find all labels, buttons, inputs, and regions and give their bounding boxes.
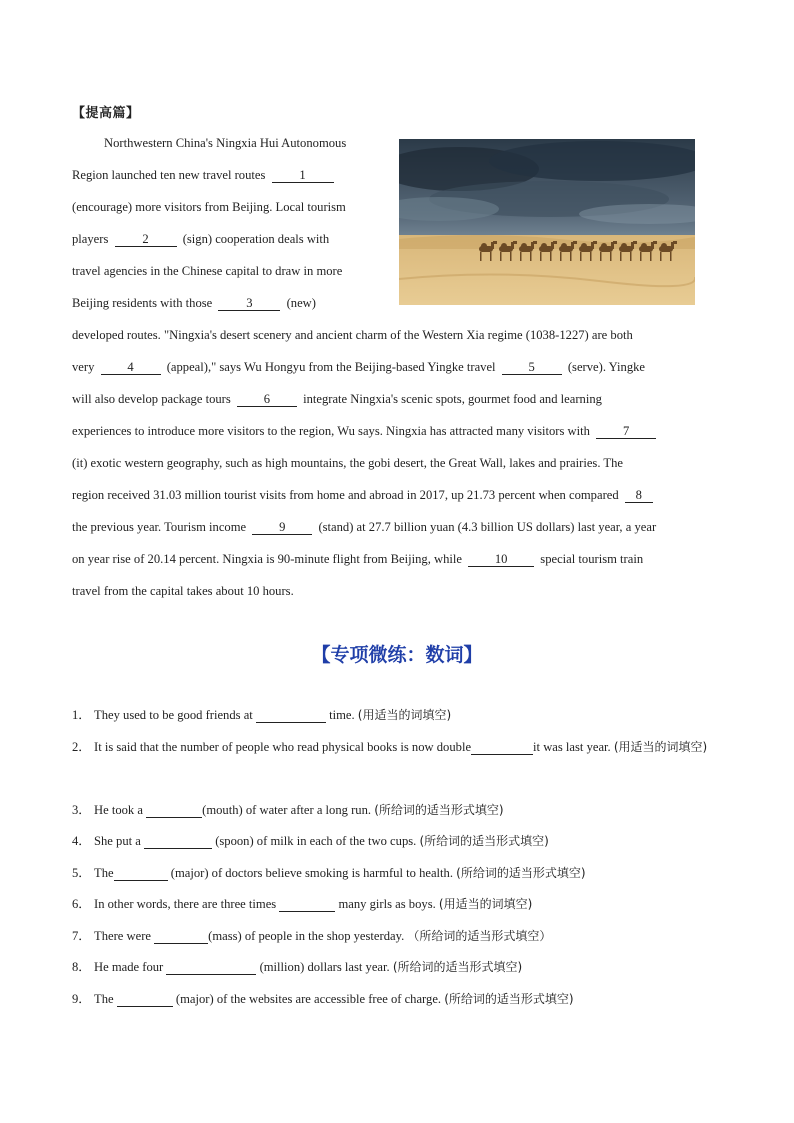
answer-blank[interactable] (114, 866, 168, 881)
blank-2[interactable]: 2 (115, 232, 177, 247)
passage-line: developed routes. "Ningxia's desert scenery and ancient charm of the Western Xia regime (1038-1227) are both (72, 328, 633, 342)
desert-camels-image (399, 139, 695, 305)
blank-10[interactable]: 10 (468, 552, 534, 567)
blank-3[interactable]: 3 (218, 296, 280, 311)
exercise-item: 8． He made four (million) dollars last year. (所给词的适当形式填空) (72, 960, 523, 974)
answer-blank[interactable] (144, 834, 212, 849)
exercise-item: 6． In other words, there are three times many girls as boys. (用适当的词填空) (72, 897, 533, 911)
passage-line: Beijing residents with those 3 (new) (72, 296, 316, 310)
answer-blank[interactable] (117, 992, 173, 1007)
passage-line: will also develop package tours 6 integrate Ningxia's scenic spots, gourmet food and learning (72, 392, 602, 406)
exercise-item: 1． They used to be good friends at time. (用适当的词填空) (72, 708, 452, 722)
answer-blank[interactable] (146, 803, 202, 818)
passage-line: very 4 (appeal)," says Wu Hongyu from the Beijing-based Yingke travel 5 (serve). Yingke (72, 360, 646, 374)
answer-blank[interactable] (256, 708, 326, 723)
desert-camels-photo (399, 139, 695, 305)
passage-line: Northwestern China's Ningxia Hui Autonomous (104, 136, 347, 150)
passage-line: experiences to introduce more visitors to the region, Wu says. Ningxia has attracted many visitors with 7 (72, 415, 659, 447)
passage-line: Region launched ten new travel routes 1 (72, 159, 337, 191)
passage-line: the previous year. Tourism income 9 (stand) at 27.7 billion yuan (4.3 billion US dollars) last year, a year (72, 520, 657, 534)
exercise-item: 2． It is said that the number of people who read physical books is now double it was last year. (用适当的词填空) (72, 739, 708, 754)
exercise-item: 5． The (major) of doctors believe smoking is harmful to health. (所给词的适当形式填空) (72, 865, 586, 880)
exercise-item: 4． She put a (spoon) of milk in each of the two cups. (所给词的适当形式填空) (72, 834, 549, 848)
passage-line: travel agencies in the Chinese capital to draw in more (72, 264, 343, 278)
blank-5[interactable]: 5 (502, 360, 562, 375)
answer-blank[interactable] (471, 740, 533, 755)
passage-line: on year rise of 20.14 percent. Ningxia is 90-minute flight from Beijing, while 10 special tourism train (72, 552, 644, 566)
passage-line: (encourage) more visitors from Beijing. Local tourism (72, 200, 346, 214)
blank-9[interactable]: 9 (252, 520, 312, 535)
passage-line: (it) exotic western geography, such as high mountains, the gobi desert, the Great Wall, lakes and prairies. The (72, 456, 623, 470)
passage-line: travel from the capital takes about 10 hours. (72, 584, 294, 598)
exercise-item: 9． The (major) of the websites are accessible free of charge. (所给词的适当形式填空) (72, 991, 574, 1006)
section-heading: 【专项微练：数词】 (311, 644, 483, 666)
section-tag: 【提高篇】 (72, 106, 140, 121)
exercise-item: 3． He took a (mouth) of water after a long run. (所给词的适当形式填空) (72, 802, 504, 817)
blank-4[interactable]: 4 (101, 360, 161, 375)
passage-line: region received 31.03 million tourist visits from home and abroad in 2017, up 21.73 percent when compared 8 (72, 479, 656, 511)
blank-6[interactable]: 6 (237, 392, 297, 407)
exercise-item: 7． There were (mass) of people in the shop yesterday. （所给词的适当形式填空） (72, 928, 552, 943)
answer-blank[interactable] (166, 960, 256, 975)
blank-8[interactable]: 8 (625, 488, 653, 503)
answer-blank[interactable] (154, 929, 208, 944)
blank-7[interactable]: 7 (596, 424, 656, 439)
answer-blank[interactable] (279, 897, 335, 912)
passage-line: players 2 (sign) cooperation deals with (72, 232, 330, 246)
blank-1[interactable]: 1 (272, 168, 334, 183)
